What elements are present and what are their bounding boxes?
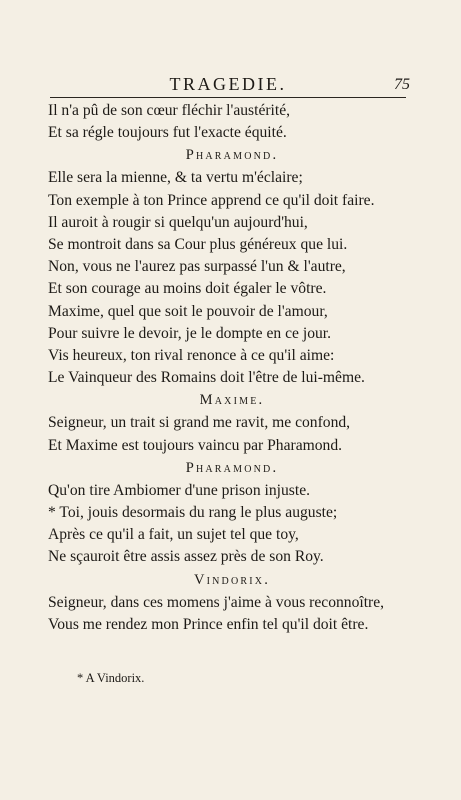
verse-line: Il n'a pû de son cœur fléchir l'austérité, — [48, 102, 291, 119]
verse-line: Et son courage au moins doit égaler le vôtre. — [48, 280, 327, 298]
verse-line: Et sa régle toujours fut l'exacte équité. — [48, 124, 287, 142]
verse-line: Il auroit à rougir si quelqu'un aujourd'hui, — [48, 213, 308, 231]
verse-line: Se montroit dans sa Cour plus généreux que lui. — [48, 236, 348, 254]
verse-line: Elle sera la mienne, & ta vertu m'éclaire; — [48, 169, 303, 187]
verse-line: Après ce qu'il a fait, un sujet tel que toy, — [48, 526, 299, 544]
speaker-heading: Maxime. — [199, 392, 265, 409]
verse-block — [48, 100, 416, 636]
running-head — [52, 74, 410, 96]
verse-line: Vis heureux, ton rival renonce à ce qu'il aime: — [48, 347, 335, 365]
running-head-title: TRAGEDIE. — [169, 74, 287, 94]
verse-line: Seigneur, dans ces momens j'aime à vous reconnoître, — [48, 593, 385, 611]
verse-line: Pour suivre le devoir, je le dompte en ce jour. — [48, 324, 332, 342]
speaker-heading: Pharamond. — [185, 147, 279, 164]
verse-line: Qu'on tire Ambiomer d'une prison injuste. — [48, 481, 311, 499]
verse-line: Seigneur, un trait si grand me ravit, me confond, — [48, 414, 351, 432]
verse-line: Ton exemple à ton Prince apprend ce qu'il doit faire. — [48, 191, 375, 209]
verse-line: Ne sçauroit être assis assez près de son Roy. — [48, 548, 324, 566]
header-rule — [50, 97, 406, 98]
speaker-heading: Vindorix. — [193, 571, 271, 588]
verse-line: Et Maxime est toujours vaincu par Pharamond. — [48, 436, 343, 454]
verse-line: Le Vainqueur des Romains doit l'être de lui-même. — [48, 369, 365, 387]
verse-line: Vous me rendez mon Prince enfin tel qu'il doit être. — [48, 615, 369, 633]
speaker-heading: Pharamond. — [185, 459, 279, 476]
verse-line: Maxime, quel que soit le pouvoir de l'amour, — [48, 302, 328, 320]
verse-line: Non, vous ne l'aurez pas surpassé l'un & l'autre, — [48, 258, 346, 276]
page-number: 75 — [394, 76, 410, 93]
footnote: * A Vindorix. — [77, 671, 145, 685]
verse-line: * Toi, jouis desormais du rang le plus auguste; — [48, 504, 338, 522]
